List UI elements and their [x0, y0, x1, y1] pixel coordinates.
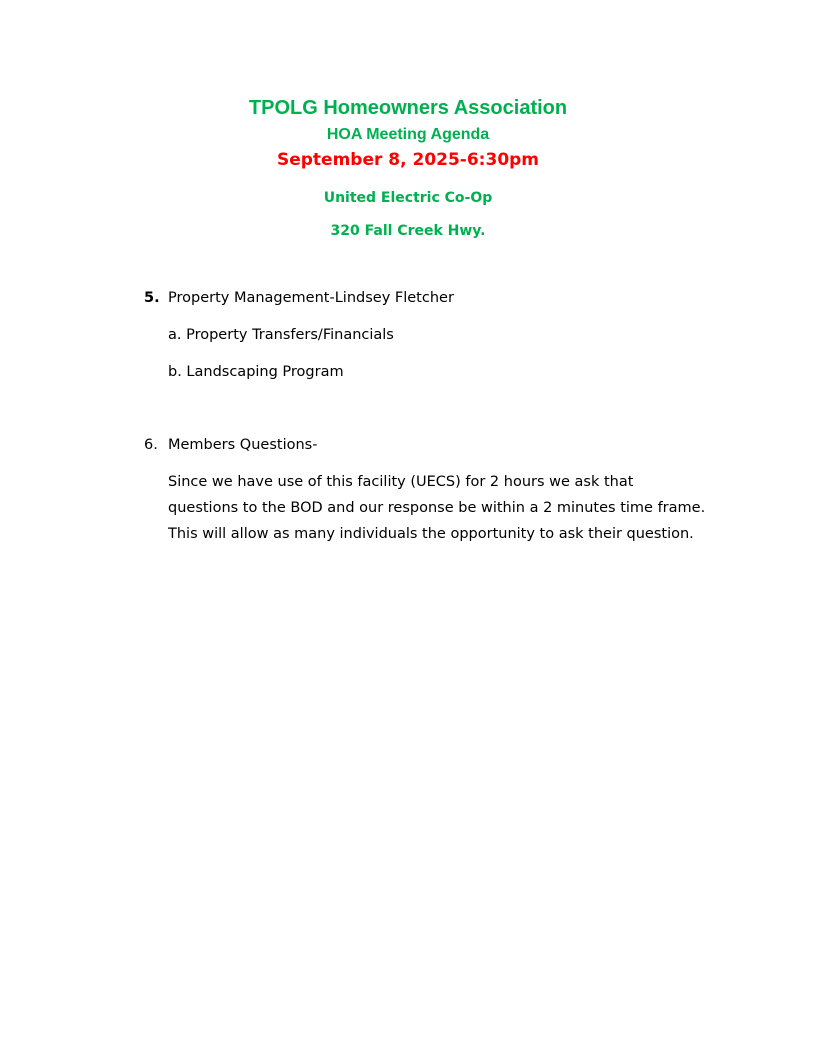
agenda-item-number: 6. [144, 437, 158, 453]
agenda-item-title: Property Management-Lindsey Fletcher [168, 290, 454, 306]
agenda-subitem-text: b. Landscaping Program [168, 364, 344, 380]
venue-address: 320 Fall Creek Hwy. [330, 223, 486, 239]
agenda-subitem-text: a. Property Transfers/Financials [168, 327, 394, 343]
org-title: TPOLG Homeowners Association [248, 97, 568, 119]
members-questions-paragraph: Since we have use of this facility (UECS) for 2 hours we ask that questions to the BOD and our response be within a 2 minutes time frame. This will allow as many individuals the opportunity to ask their question. [168, 474, 706, 542]
venue-name: United Electric Co-Op [323, 190, 493, 206]
agenda-item-title: Members Questions- [168, 437, 318, 453]
agenda-subtitle: HOA Meeting Agenda [326, 126, 490, 143]
agenda-item-number: 5. [144, 290, 160, 306]
meeting-date: September 8, 2025-6:30pm [276, 150, 540, 170]
